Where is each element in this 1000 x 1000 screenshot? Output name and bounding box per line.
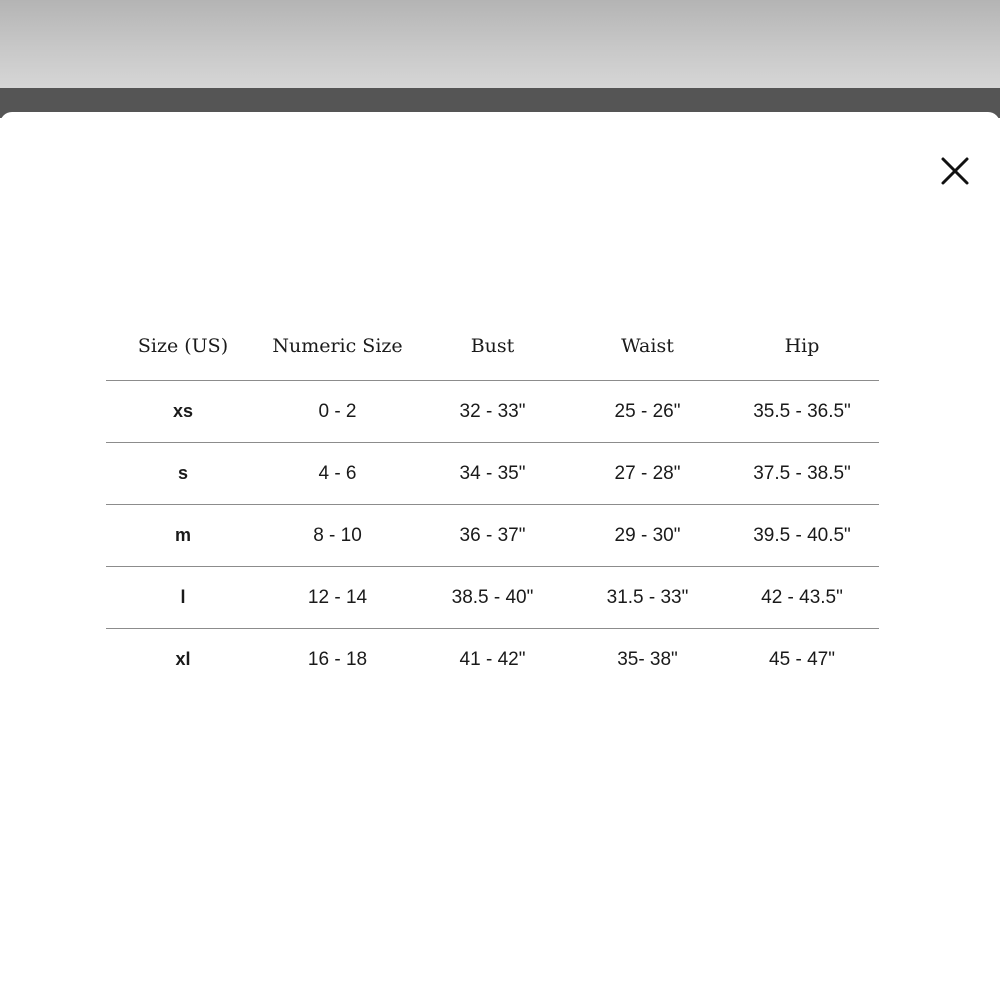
bust-cell: 41 - 42" xyxy=(459,648,526,670)
numeric-size-cell: 0 - 2 xyxy=(260,381,415,443)
column-header-waist: Waist xyxy=(570,312,725,381)
table-row xyxy=(106,629,879,691)
column-header-bust: Bust xyxy=(415,312,570,381)
size-chart-table xyxy=(106,312,879,690)
hip-cell: 42 - 43.5" xyxy=(725,567,879,629)
table-row xyxy=(106,505,879,567)
size-cell: s xyxy=(106,443,260,505)
hip-cell: 39.5 - 40.5" xyxy=(725,505,879,567)
table-header-row xyxy=(106,312,879,381)
background-page-header xyxy=(0,0,1000,88)
table-row xyxy=(106,567,879,629)
bust-cell: 34 - 35" xyxy=(415,443,570,505)
numeric-size-cell: 4 - 6 xyxy=(260,443,415,505)
waist-cell: 29 - 30" xyxy=(570,505,725,567)
close-button[interactable] xyxy=(936,152,974,190)
size-cell: l xyxy=(106,567,260,629)
waist-cell: 27 - 28" xyxy=(570,443,725,505)
table-row xyxy=(106,443,879,505)
size-cell: xl xyxy=(175,649,191,669)
bust-cell: 38.5 - 40" xyxy=(415,567,570,629)
column-header-numeric-size: Numeric Size xyxy=(260,312,415,381)
column-header-hip: Hip xyxy=(725,312,879,381)
table-row xyxy=(106,381,879,443)
bust-cell: 32 - 33" xyxy=(415,381,570,443)
numeric-size-cell: 16 - 18 xyxy=(307,648,368,670)
hip-cell: 45 - 47" xyxy=(769,648,835,670)
size-cell: xs xyxy=(106,381,260,443)
waist-cell: 31.5 - 33" xyxy=(570,567,725,629)
hip-cell: 37.5 - 38.5" xyxy=(725,443,879,505)
close-icon xyxy=(936,152,974,190)
numeric-size-cell: 12 - 14 xyxy=(260,567,415,629)
hip-cell: 35.5 - 36.5" xyxy=(725,381,879,443)
waist-cell: 35- 38" xyxy=(617,648,678,670)
bust-cell: 36 - 37" xyxy=(415,505,570,567)
size-cell: m xyxy=(106,505,260,567)
numeric-size-cell: 8 - 10 xyxy=(260,505,415,567)
waist-cell: 25 - 26" xyxy=(570,381,725,443)
column-header-size: Size (US) xyxy=(106,312,260,381)
